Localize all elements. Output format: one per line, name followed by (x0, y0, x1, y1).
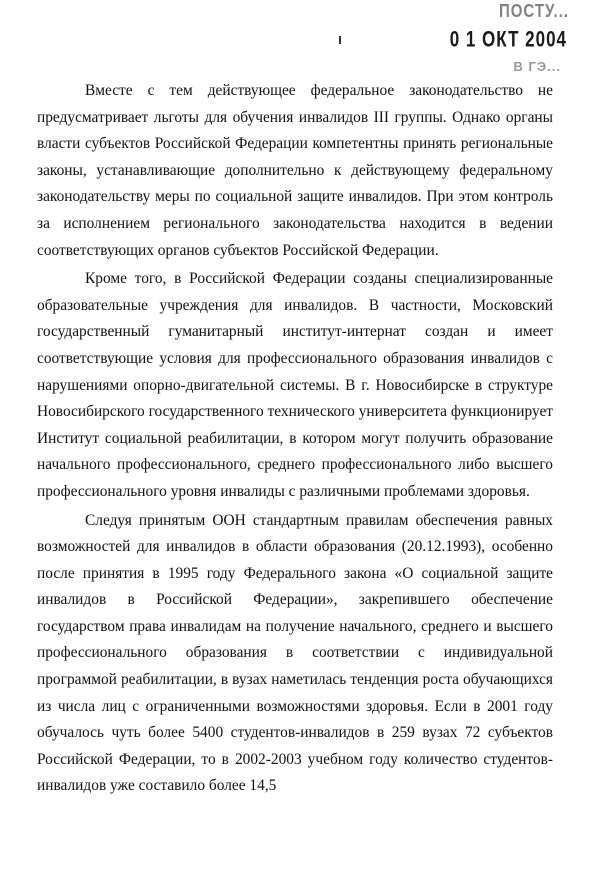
paragraph-institutions: Кроме того, в Российской Федерации созданы специализированные образовательные учреждения для инвалидов. В частности, Московский государственный гуманитарный институт-интернат создан и имеет соответствующие условия для профессионального образования инвалидов с нарушениями опорно-двигательной системы. В г. Новосибирске в структуре Новосибирского государственного технического университета функционирует Институт социальной реабилитации, в котором могут получить образование начального профессионального, среднего профессионального либо высшего профессионального уровня инвалиды с различными проблемами здоровья. (37, 270, 553, 500)
stamp-registry-label: В ГЭ... (513, 59, 561, 74)
stamp-date: 0 1 ОКТ 2004 (449, 27, 567, 52)
document-body (37, 78, 553, 800)
paragraph-legislation: Вместе с тем действующее федеральное законодательство не предусматривает льготы для обучения инвалидов III группы. Однако органы власти субъектов Российской Федерации компетентны принять региональные законы, устанавливающие дополнительно к действующему федеральному законодательству меры по социальной защите инвалидов. При этом контроль за исполнением регионального законодательства находится в ведении соответствующих органов субъектов Российской Федерации. (37, 82, 553, 259)
scan-speck (339, 36, 341, 44)
paragraph-statistics: Следуя принятым ООН стандартным правилам обеспечения равных возможностей для инвалидов в области образования (20.12.1993), особенно после принятия в 1995 году Федерального закона «О социальной защите инвалидов в Российской Федерации», закрепившего обеспечение государством права инвалидам на получение начального, среднего и высшего профессионального образования в соответствии с индивидуальной программой реабилитации, в вузах наметилась тенденция роста обучающихся из числа лиц с ограниченными возможностями здоровья. Если в 2001 году обучалось чуть более 5400 студентов-инвалидов в 259 вузах 72 субъектов Российской Федерации, то в 2002-2003 учебном году количество студентов-инвалидов уже составило более 14,5 (37, 511, 553, 795)
stamp-received-label: ПОСТУ... (498, 0, 569, 23)
received-date-stamp (449, 0, 569, 74)
